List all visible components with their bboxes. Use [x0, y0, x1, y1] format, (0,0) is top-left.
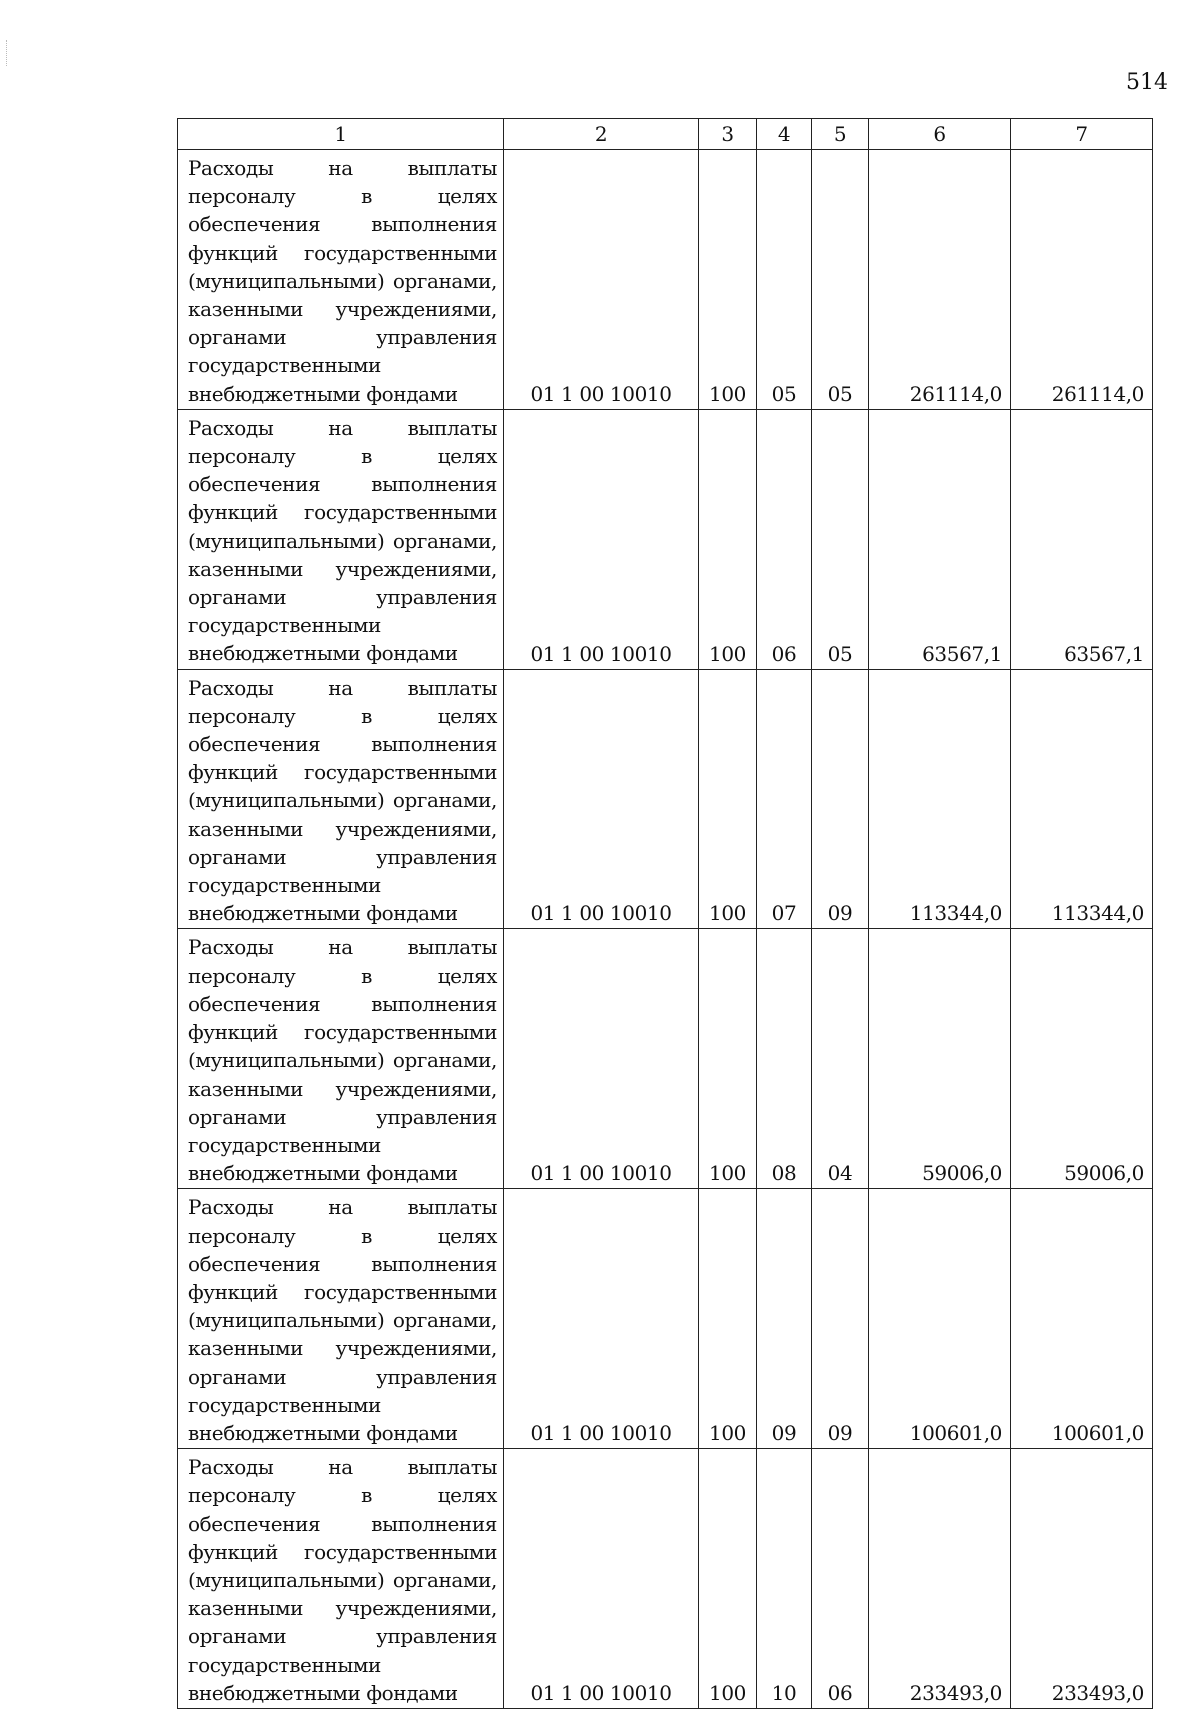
row-description: Расходы на выплаты персоналу в целях обеспечения выполнения функций государственными (муниципальными) органами, казенными учреждениями, органами управления государственными внебюджетными фондами	[178, 1189, 504, 1449]
column-header-5: 5	[812, 119, 869, 150]
row-section: 08	[757, 929, 812, 1189]
row-expense-type: 100	[699, 1449, 757, 1709]
row-amount-1: 233493,0	[869, 1449, 1011, 1709]
table-row	[178, 929, 1153, 1189]
row-amount-1: 261114,0	[869, 150, 1011, 410]
row-amount-2: 233493,0	[1011, 1449, 1153, 1709]
row-amount-1: 63567,1	[869, 409, 1011, 669]
column-header-6: 6	[869, 119, 1011, 150]
row-description: Расходы на выплаты персоналу в целях обеспечения выполнения функций государственными (муниципальными) органами, казенными учреждениями, органами управления государственными внебюджетными фондами	[178, 929, 504, 1189]
row-subsection: 09	[812, 1189, 869, 1449]
row-amount-1: 113344,0	[869, 669, 1011, 929]
row-section: 07	[757, 669, 812, 929]
row-description: Расходы на выплаты персоналу в целях обеспечения выполнения функций государственными (муниципальными) органами, казенными учреждениями, органами управления государственными внебюджетными фондами	[178, 1449, 504, 1709]
row-section: 05	[757, 150, 812, 410]
row-target-article: 01 1 00 10010	[504, 669, 699, 929]
row-section: 09	[757, 1189, 812, 1449]
row-expense-type: 100	[699, 150, 757, 410]
row-subsection: 05	[812, 409, 869, 669]
row-expense-type: 100	[699, 929, 757, 1189]
column-header-2: 2	[504, 119, 699, 150]
row-subsection: 06	[812, 1449, 869, 1709]
row-amount-2: 261114,0	[1011, 150, 1153, 410]
row-description: Расходы на выплаты персоналу в целях обеспечения выполнения функций государственными (муниципальными) органами, казенными учреждениями, органами управления государственными внебюджетными фондами	[178, 669, 504, 929]
table-row	[178, 150, 1153, 410]
row-amount-2: 113344,0	[1011, 669, 1153, 929]
row-target-article: 01 1 00 10010	[504, 1449, 699, 1709]
row-description: Расходы на выплаты персоналу в целях обеспечения выполнения функций государственными (муниципальными) органами, казенными учреждениями, органами управления государственными внебюджетными фондами	[178, 150, 504, 410]
row-target-article: 01 1 00 10010	[504, 409, 699, 669]
row-target-article: 01 1 00 10010	[504, 929, 699, 1189]
row-section: 06	[757, 409, 812, 669]
margin-mark	[6, 40, 9, 66]
table-header-row	[178, 119, 1153, 150]
table-row	[178, 1189, 1153, 1449]
row-expense-type: 100	[699, 669, 757, 929]
row-section: 10	[757, 1449, 812, 1709]
budget-table	[177, 118, 1153, 1709]
column-header-7: 7	[1011, 119, 1153, 150]
row-amount-2: 63567,1	[1011, 409, 1153, 669]
column-header-4: 4	[757, 119, 812, 150]
row-subsection: 09	[812, 669, 869, 929]
row-expense-type: 100	[699, 1189, 757, 1449]
row-amount-2: 100601,0	[1011, 1189, 1153, 1449]
table-row	[178, 409, 1153, 669]
row-expense-type: 100	[699, 409, 757, 669]
table-row	[178, 1449, 1153, 1709]
page-number: 514	[1126, 70, 1168, 95]
row-amount-1: 59006,0	[869, 929, 1011, 1189]
table-row	[178, 669, 1153, 929]
row-subsection: 05	[812, 150, 869, 410]
row-amount-1: 100601,0	[869, 1189, 1011, 1449]
row-target-article: 01 1 00 10010	[504, 150, 699, 410]
column-header-3: 3	[699, 119, 757, 150]
row-description: Расходы на выплаты персоналу в целях обеспечения выполнения функций государственными (муниципальными) органами, казенными учреждениями, органами управления государственными внебюджетными фондами	[178, 409, 504, 669]
row-target-article: 01 1 00 10010	[504, 1189, 699, 1449]
row-subsection: 04	[812, 929, 869, 1189]
row-amount-2: 59006,0	[1011, 929, 1153, 1189]
column-header-1: 1	[178, 119, 504, 150]
